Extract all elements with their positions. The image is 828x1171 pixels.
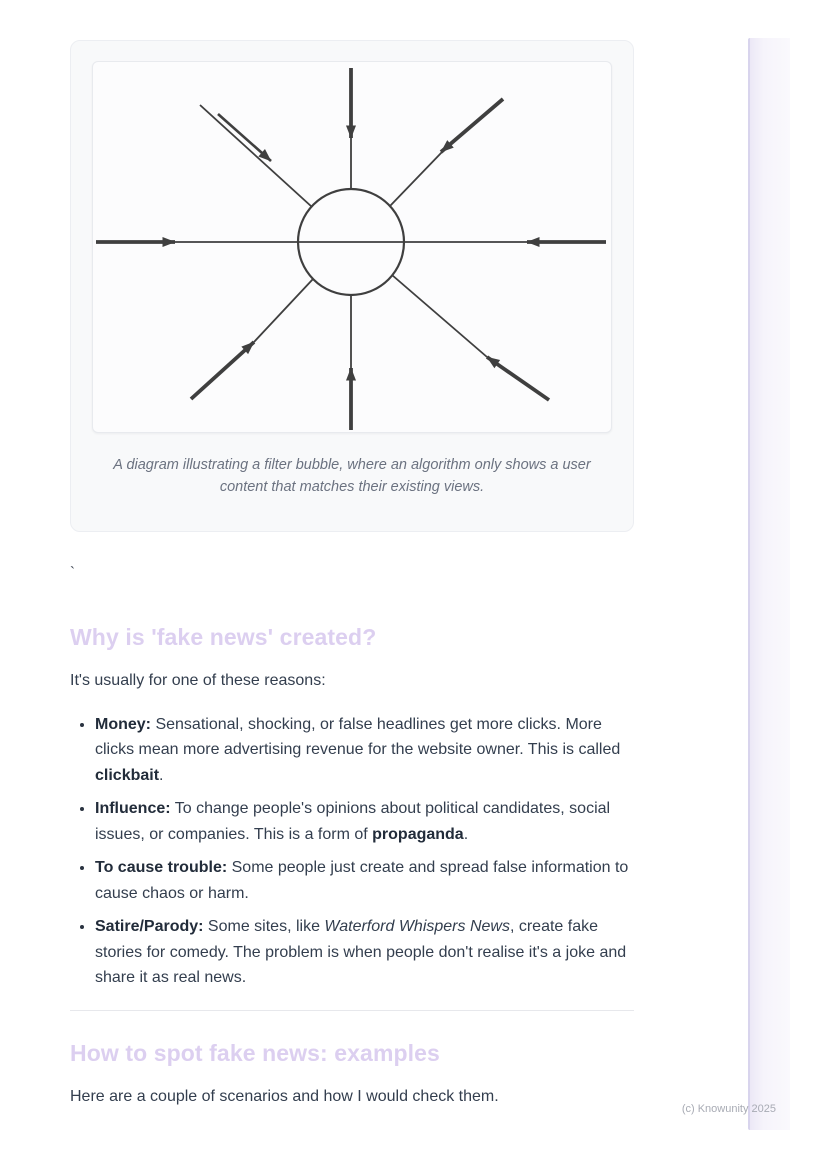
southwest-inner-line <box>254 279 313 342</box>
reason-segment-normal: To change people's opinions about political candidates, social issues, or companies. This is a form of <box>95 800 611 843</box>
northeast-arrow <box>441 99 503 152</box>
southwest-arrow <box>191 342 254 399</box>
reason-item <box>95 855 634 906</box>
reason-segment-bold: To cause trouble: <box>95 859 228 876</box>
reason-segment-bold: clickbait <box>95 766 160 784</box>
reasons-list <box>70 712 634 991</box>
section-divider <box>70 1010 634 1011</box>
filter-bubble-svg <box>93 62 613 434</box>
reason-item <box>95 712 634 789</box>
figure-card <box>70 40 634 532</box>
copyright-note: (c) Knowunity 2025 <box>681 1103 776 1115</box>
northwest-line <box>200 105 312 207</box>
northwest-arrow <box>218 114 271 161</box>
reason-segment-normal: Some people just create and spread false information to cause chaos or harm. <box>95 859 629 902</box>
reason-segment-italic: Waterford Whispers News <box>324 918 510 935</box>
reason-segment-normal: . <box>463 825 469 843</box>
document-content <box>70 0 634 1109</box>
reason-segment-normal: Sensational, shocking, or false headlines get more clicks. More clicks mean more advertising revenue for the website owner. This is called <box>95 715 621 758</box>
adjacent-page-edge-stripe <box>748 38 790 1130</box>
reason-segment-bold: Money: <box>95 715 151 733</box>
reason-segment-bold: Satire/Parody: <box>95 918 204 935</box>
reason-item <box>95 914 634 991</box>
section-heading-how-to-spot: How to spot fake news: examples <box>70 1039 440 1066</box>
northeast-inner-line <box>390 151 443 206</box>
filter-bubble-diagram <box>92 61 612 433</box>
section-heading-why-created: Why is 'fake news' created? <box>70 624 377 650</box>
stray-backtick: ` <box>70 564 75 581</box>
reason-segment-normal: Some sites, like <box>203 918 325 935</box>
reason-segment-bold: Influence: <box>95 800 171 817</box>
reason-segment-bold: propaganda <box>372 825 464 843</box>
spot-intro-text: Here are a couple of scenarios and how I would check them. <box>70 1087 499 1105</box>
figure-caption: A diagram illustrating a filter bubble, where an algorithm only shows a user content that matches their existing views. <box>113 457 591 495</box>
reason-item <box>95 796 634 847</box>
reason-segment-normal: , create fake stories for comedy. The problem is when people don't realise it's a joke and share it as real news. <box>95 918 627 986</box>
southeast-inner-line <box>392 275 487 357</box>
reason-segment-normal: . <box>159 766 164 784</box>
why-intro-text: It's usually for one of these reasons: <box>70 672 326 689</box>
southeast-arrow <box>487 357 549 400</box>
